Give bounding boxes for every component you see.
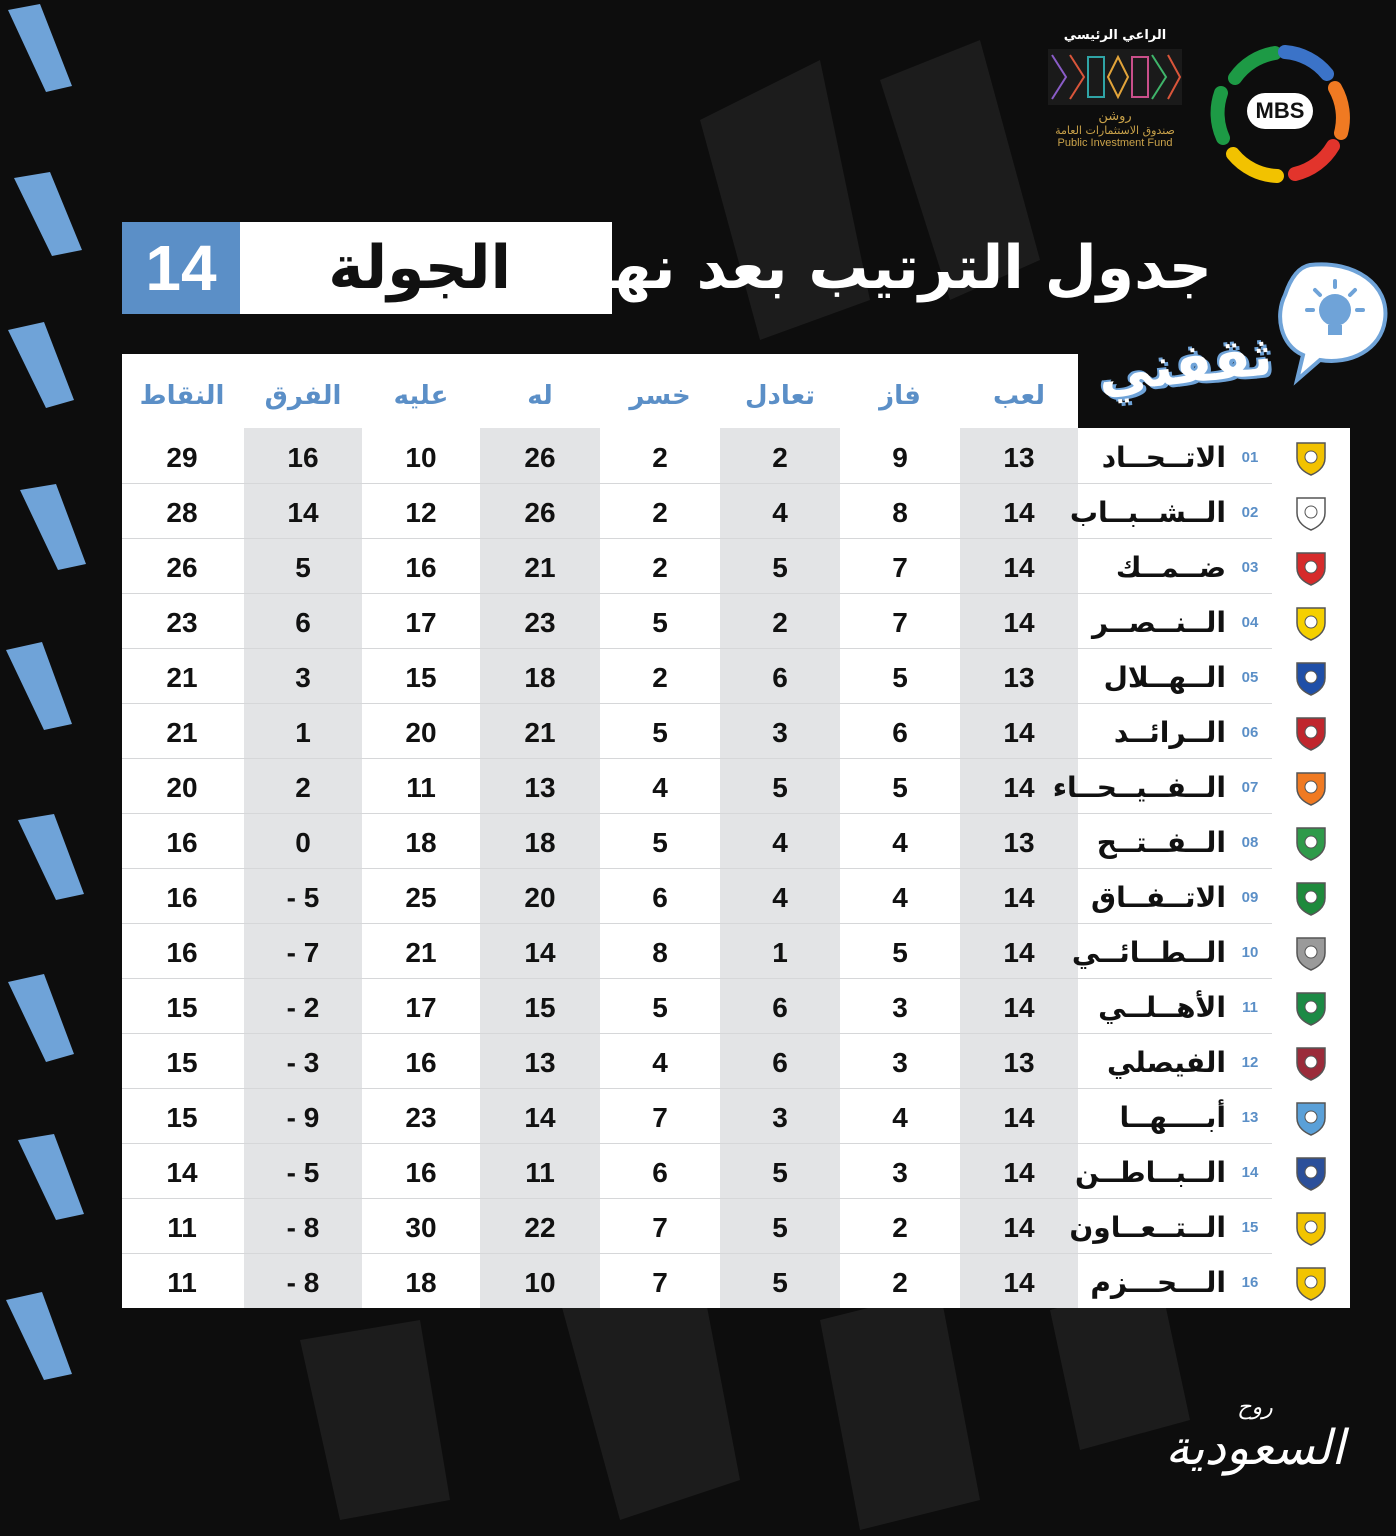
cell-drawn: 5 xyxy=(772,1267,788,1298)
team-crest-icon xyxy=(1294,1210,1328,1246)
cell-lost: 5 xyxy=(652,607,668,638)
cell-played: 13 xyxy=(1003,827,1035,858)
cell-diff: 3 xyxy=(295,662,311,693)
team-crest-icon xyxy=(1294,880,1328,916)
rank-number: 14 xyxy=(1241,1164,1259,1181)
cell-won: 3 xyxy=(892,1157,908,1188)
header-played: لعب xyxy=(993,381,1045,411)
cell-played: 14 xyxy=(1003,497,1035,528)
cell-lost: 6 xyxy=(652,1157,668,1188)
cell-points: 23 xyxy=(166,607,198,638)
team-crest-icon xyxy=(1294,770,1328,806)
team-crest-icon xyxy=(1294,935,1328,971)
table-row xyxy=(122,868,1350,923)
cell-lost: 2 xyxy=(652,552,668,583)
team-name: الــهــلال xyxy=(1103,661,1226,694)
cell-gf: 14 xyxy=(524,937,556,968)
table-row xyxy=(122,593,1350,648)
row-divider xyxy=(122,1253,1272,1254)
brand-word: ثقفني xyxy=(1094,324,1276,405)
cell-diff: - 2 xyxy=(286,992,320,1023)
cell-drawn: 4 xyxy=(772,882,788,913)
cell-ga: 20 xyxy=(405,717,437,748)
sponsor-pattern-icon xyxy=(1048,49,1182,105)
cell-played: 14 xyxy=(1003,1102,1035,1133)
cell-played: 14 xyxy=(1003,772,1035,803)
header-lost: خسر xyxy=(629,381,691,411)
footer-logo-big: السعودية xyxy=(1165,1420,1345,1476)
table-row xyxy=(122,703,1350,758)
page-title xyxy=(122,222,1212,314)
team-crest-icon xyxy=(1294,550,1328,586)
cell-drawn: 5 xyxy=(772,772,788,803)
team-name: الــشــبــاب xyxy=(1069,496,1226,529)
title-text xyxy=(328,222,1212,314)
team-crest-icon xyxy=(1294,440,1328,476)
footer-logo xyxy=(1150,1395,1360,1505)
row-divider xyxy=(122,538,1272,539)
cell-diff: 16 xyxy=(287,442,319,473)
cell-ga: 18 xyxy=(405,1267,437,1298)
cell-ga: 12 xyxy=(405,497,437,528)
cell-diff: 0 xyxy=(295,827,311,858)
cell-ga: 16 xyxy=(405,1047,437,1078)
cell-drawn: 5 xyxy=(772,552,788,583)
rank-number: 15 xyxy=(1241,1219,1259,1236)
team-name: الــتــعــاون xyxy=(1069,1211,1226,1244)
team-crest-icon xyxy=(1294,660,1328,696)
table-body xyxy=(122,428,1350,1308)
rank-number: 10 xyxy=(1241,944,1259,961)
sponsor-owner-en: Public Investment Fund xyxy=(1057,137,1173,149)
table-row xyxy=(122,1143,1350,1198)
cell-gf: 21 xyxy=(524,717,556,748)
team-name: الاتــحــاد xyxy=(1101,441,1226,474)
team-name: الــفــيــحــاء xyxy=(1052,771,1226,804)
cell-diff: 14 xyxy=(287,497,319,528)
cell-ga: 16 xyxy=(405,552,437,583)
cell-diff: - 5 xyxy=(286,1157,320,1188)
cell-played: 14 xyxy=(1003,717,1035,748)
header-points: النقاط xyxy=(139,381,225,411)
cell-won: 9 xyxy=(892,442,908,473)
cell-diff: - 7 xyxy=(286,937,320,968)
cell-played: 14 xyxy=(1003,607,1035,638)
cell-ga: 25 xyxy=(405,882,437,913)
title-main: جدول الترتيب بعد نهاية xyxy=(511,233,1212,303)
cell-ga: 23 xyxy=(405,1102,437,1133)
table-row xyxy=(122,813,1350,868)
table-row xyxy=(122,1198,1350,1253)
row-divider xyxy=(122,813,1272,814)
cell-won: 4 xyxy=(892,882,908,913)
cell-gf: 22 xyxy=(524,1212,556,1243)
cell-drawn: 4 xyxy=(772,827,788,858)
cell-lost: 5 xyxy=(652,717,668,748)
team-name: الأهــلــي xyxy=(1098,991,1226,1024)
cell-played: 14 xyxy=(1003,1212,1035,1243)
cell-ga: 16 xyxy=(405,1157,437,1188)
header-drawn: تعادل xyxy=(744,381,816,411)
cell-diff: 5 xyxy=(295,552,311,583)
cell-lost: 7 xyxy=(652,1267,668,1298)
rank-number: 09 xyxy=(1241,889,1259,906)
sponsor-owner-ar: صندوق الاستثمارات العامة xyxy=(1055,124,1175,137)
team-name: الفيصلي xyxy=(1106,1046,1226,1079)
cell-played: 14 xyxy=(1003,992,1035,1023)
team-crest-icon xyxy=(1294,825,1328,861)
team-name: الـــحـــزم xyxy=(1090,1266,1226,1299)
row-divider xyxy=(122,978,1272,979)
cell-points: 16 xyxy=(166,882,198,913)
cell-diff: - 9 xyxy=(286,1102,320,1133)
cell-gf: 26 xyxy=(524,442,556,473)
cell-diff: 6 xyxy=(295,607,311,638)
team-crest-icon xyxy=(1294,1100,1328,1136)
cell-lost: 5 xyxy=(652,992,668,1023)
row-divider xyxy=(122,593,1272,594)
cell-gf: 14 xyxy=(524,1102,556,1133)
cell-won: 7 xyxy=(892,552,908,583)
team-name: ضــمــك xyxy=(1115,551,1226,584)
cell-lost: 5 xyxy=(652,827,668,858)
cell-gf: 20 xyxy=(524,882,556,913)
rank-number: 01 xyxy=(1241,449,1259,466)
row-divider xyxy=(122,923,1272,924)
cell-points: 29 xyxy=(166,442,198,473)
cell-won: 8 xyxy=(892,497,908,528)
cell-gf: 13 xyxy=(524,772,556,803)
cell-lost: 8 xyxy=(652,937,668,968)
row-divider xyxy=(122,483,1272,484)
table-row xyxy=(122,923,1350,978)
rank-number: 12 xyxy=(1241,1054,1259,1071)
cell-points: 21 xyxy=(166,717,198,748)
cell-points: 15 xyxy=(166,1102,198,1133)
cell-points: 14 xyxy=(166,1157,198,1188)
cell-drawn: 5 xyxy=(772,1212,788,1243)
table-row xyxy=(122,1253,1350,1308)
table-row xyxy=(122,483,1350,538)
cell-played: 13 xyxy=(1003,442,1035,473)
team-crest-icon xyxy=(1294,1045,1328,1081)
cell-drawn: 2 xyxy=(772,607,788,638)
team-crest-icon xyxy=(1294,715,1328,751)
league-logo-label: MBS xyxy=(1255,98,1305,123)
cell-ga: 17 xyxy=(405,607,437,638)
table-header xyxy=(122,354,1078,428)
rank-number: 07 xyxy=(1241,779,1259,796)
cell-points: 16 xyxy=(166,827,198,858)
team-name: الــنــصــر xyxy=(1092,606,1226,639)
cell-lost: 2 xyxy=(652,662,668,693)
table-row xyxy=(122,428,1350,483)
cell-gf: 15 xyxy=(524,992,556,1023)
cell-gf: 21 xyxy=(524,552,556,583)
cell-lost: 7 xyxy=(652,1212,668,1243)
cell-ga: 11 xyxy=(406,772,436,803)
cell-gf: 11 xyxy=(525,1157,555,1188)
team-name: الــفــتــح xyxy=(1096,826,1226,859)
row-divider xyxy=(122,1088,1272,1089)
cell-lost: 2 xyxy=(652,442,668,473)
round-number: 14 xyxy=(122,222,240,314)
cell-diff: - 8 xyxy=(286,1212,320,1243)
team-crest-icon xyxy=(1294,990,1328,1026)
team-name: الاتــفــاق xyxy=(1091,881,1226,914)
row-divider xyxy=(122,648,1272,649)
cell-won: 5 xyxy=(892,662,908,693)
cell-drawn: 6 xyxy=(772,662,788,693)
cell-won: 5 xyxy=(892,937,908,968)
cell-drawn: 1 xyxy=(772,937,788,968)
team-crest-icon xyxy=(1294,1265,1328,1301)
title-highlight: الجولة xyxy=(328,233,512,303)
cell-points: 26 xyxy=(166,552,198,583)
rank-number: 08 xyxy=(1241,834,1259,851)
cell-gf: 10 xyxy=(524,1267,556,1298)
team-crest-icon xyxy=(1294,1155,1328,1191)
cell-points: 20 xyxy=(166,772,198,803)
cell-won: 3 xyxy=(892,1047,908,1078)
cell-drawn: 3 xyxy=(772,717,788,748)
cell-points: 15 xyxy=(166,992,198,1023)
cell-ga: 10 xyxy=(405,442,437,473)
cell-points: 21 xyxy=(166,662,198,693)
header-goals-for: له xyxy=(527,381,553,411)
footer-logo-small: روح xyxy=(1237,1395,1273,1420)
team-name: الــرائــد xyxy=(1113,716,1226,749)
cell-won: 3 xyxy=(892,992,908,1023)
cell-lost: 4 xyxy=(652,1047,668,1078)
cell-diff: - 3 xyxy=(286,1047,320,1078)
rank-number: 16 xyxy=(1241,1274,1259,1291)
sponsor-name: روشن xyxy=(1098,109,1132,124)
standings-table xyxy=(122,354,1350,1308)
table-row xyxy=(122,1033,1350,1088)
cell-drawn: 2 xyxy=(772,442,788,473)
rank-number: 03 xyxy=(1241,559,1259,576)
cell-lost: 4 xyxy=(652,772,668,803)
rank-number: 04 xyxy=(1241,614,1259,631)
cell-diff: - 8 xyxy=(286,1267,320,1298)
cell-points: 28 xyxy=(166,497,198,528)
rank-number: 02 xyxy=(1241,504,1259,521)
header-goals-against: عليه xyxy=(393,381,449,411)
cell-ga: 30 xyxy=(405,1212,437,1243)
header-won: فاز xyxy=(879,381,921,411)
cell-drawn: 6 xyxy=(772,992,788,1023)
row-divider xyxy=(122,703,1272,704)
table-row xyxy=(122,758,1350,813)
cell-won: 5 xyxy=(892,772,908,803)
header-diff: الفرق xyxy=(264,381,342,411)
cell-won: 4 xyxy=(892,1102,908,1133)
cell-lost: 2 xyxy=(652,497,668,528)
cell-points: 15 xyxy=(166,1047,198,1078)
cell-played: 14 xyxy=(1003,1267,1035,1298)
cell-won: 2 xyxy=(892,1212,908,1243)
cell-ga: 17 xyxy=(405,992,437,1023)
cell-drawn: 3 xyxy=(772,1102,788,1133)
cell-lost: 6 xyxy=(652,882,668,913)
cell-drawn: 4 xyxy=(772,497,788,528)
cell-ga: 21 xyxy=(405,937,437,968)
table-row xyxy=(122,538,1350,593)
team-name: أبــــهــا xyxy=(1119,1101,1226,1134)
team-name: الــبــاطــن xyxy=(1074,1156,1226,1189)
sponsor-title: الراعي الرئيسي xyxy=(1063,28,1167,43)
team-crest-icon xyxy=(1294,495,1328,531)
cell-drawn: 6 xyxy=(772,1047,788,1078)
cell-played: 14 xyxy=(1003,1157,1035,1188)
cell-gf: 18 xyxy=(524,827,556,858)
table-row xyxy=(122,648,1350,703)
rank-number: 05 xyxy=(1241,669,1259,686)
cell-gf: 18 xyxy=(524,662,556,693)
cell-played: 14 xyxy=(1003,882,1035,913)
rank-number: 06 xyxy=(1241,724,1259,741)
cell-played: 13 xyxy=(1003,662,1035,693)
cell-diff: 1 xyxy=(295,717,311,748)
cell-drawn: 5 xyxy=(772,1157,788,1188)
rank-number: 13 xyxy=(1241,1109,1259,1126)
cell-won: 4 xyxy=(892,827,908,858)
cell-points: 16 xyxy=(166,937,198,968)
cell-ga: 18 xyxy=(405,827,437,858)
rank-number: 11 xyxy=(1242,999,1258,1016)
cell-won: 6 xyxy=(892,717,908,748)
cell-played: 13 xyxy=(1003,1047,1035,1078)
cell-played: 14 xyxy=(1003,552,1035,583)
table-row xyxy=(122,1088,1350,1143)
row-divider xyxy=(122,1033,1272,1034)
row-divider xyxy=(122,868,1272,869)
cell-won: 2 xyxy=(892,1267,908,1298)
row-divider xyxy=(122,1143,1272,1144)
team-name: الــطــائــي xyxy=(1071,936,1226,969)
league-logo xyxy=(1205,38,1355,188)
cell-points: 11 xyxy=(167,1267,197,1298)
cell-gf: 26 xyxy=(524,497,556,528)
cell-gf: 23 xyxy=(524,607,556,638)
team-crest-icon xyxy=(1294,605,1328,641)
cell-lost: 7 xyxy=(652,1102,668,1133)
row-divider xyxy=(122,1198,1272,1199)
table-row xyxy=(122,978,1350,1033)
sponsor-block xyxy=(1040,28,1190,178)
cell-diff: - 5 xyxy=(286,882,320,913)
row-divider xyxy=(122,758,1272,759)
cell-diff: 2 xyxy=(295,772,311,803)
cell-ga: 15 xyxy=(405,662,437,693)
cell-played: 14 xyxy=(1003,937,1035,968)
cell-won: 7 xyxy=(892,607,908,638)
cell-gf: 13 xyxy=(524,1047,556,1078)
cell-points: 11 xyxy=(167,1212,197,1243)
